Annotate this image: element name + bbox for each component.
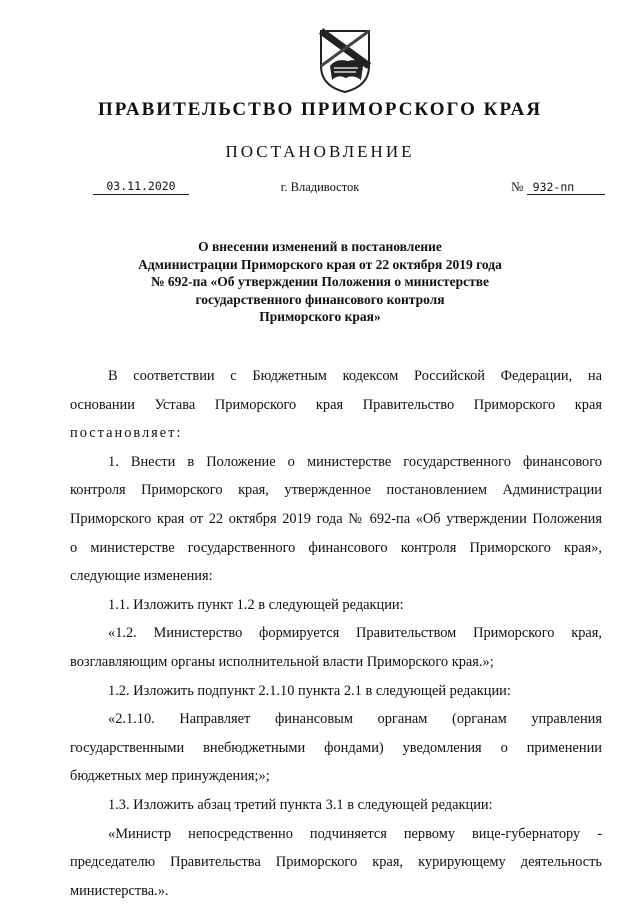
document-city: г. Владивосток	[280, 180, 360, 194]
document-date: 03.11.2020	[93, 179, 189, 195]
body-line: «1.2. Министерство формируется Правительством Приморского края,	[108, 625, 602, 642]
body-line: государственными внебюджетными фондами) уведомления о применении	[70, 739, 602, 756]
number-label: №	[511, 179, 524, 194]
body-line: 1. Внести в Положение о министерстве государственного финансового	[108, 453, 602, 470]
document-body	[70, 362, 602, 905]
body-line: 1.3. Изложить абзац третий пункта 3.1 в следующей редакции:	[108, 796, 493, 813]
number-value: 932-пп	[527, 180, 605, 195]
body-line: 1.2. Изложить подпункт 2.1.10 пункта 2.1 в следующей редакции:	[108, 682, 511, 699]
coat-of-arms-icon	[318, 28, 372, 94]
document-subject	[100, 238, 540, 326]
document-type: ПОСТАНОВЛЕНИЕ	[225, 142, 415, 161]
body-line: «Министр непосредственно подчиняется первому вице-губернатору -	[108, 825, 602, 842]
body-line: В соответствии с Бюджетным кодексом Российской Федерации, на	[108, 368, 602, 384]
body-line: о министерстве государственного финансового контроля Приморского края»,	[70, 539, 602, 556]
body-line: возглавляющим органы исполнительной власти Приморского края.»;	[70, 653, 494, 670]
body-line: основании Устава Приморского края Правительство Приморского края	[70, 396, 602, 413]
body-line: председателю Правительства Приморского края, курирующему деятельность	[70, 854, 602, 871]
body-line: бюджетных мер принуждения;»;	[70, 768, 270, 785]
government-title: ПРАВИТЕЛЬСТВО ПРИМОРСКОГО КРАЯ	[97, 99, 543, 120]
body-line: «2.1.10. Направляет финансовым органам (органам управления	[108, 711, 602, 728]
body-line: Приморского края от 22 октября 2019 года № 692-па «Об утверждении Положения	[70, 510, 602, 527]
subject-line: Приморского края»	[259, 309, 381, 325]
subject-line: № 692-па «Об утверждении Положения о министерстве	[150, 274, 490, 290]
body-line: 1.1. Изложить пункт 1.2 в следующей редакции:	[108, 596, 404, 613]
body-line: следующие изменения:	[70, 568, 213, 585]
body-line: контроля Приморского края, утвержденное постановлением Администрации	[70, 482, 602, 499]
body-line: министерства.».	[70, 882, 169, 899]
subject-line: Администрации Приморского края от 22 октября 2019 года	[138, 256, 502, 272]
subject-line: государственного финансового контроля	[195, 291, 445, 307]
subject-line: О внесении изменений в постановление	[198, 239, 442, 254]
document-number	[511, 179, 605, 195]
body-line: постановляет:	[70, 425, 183, 442]
